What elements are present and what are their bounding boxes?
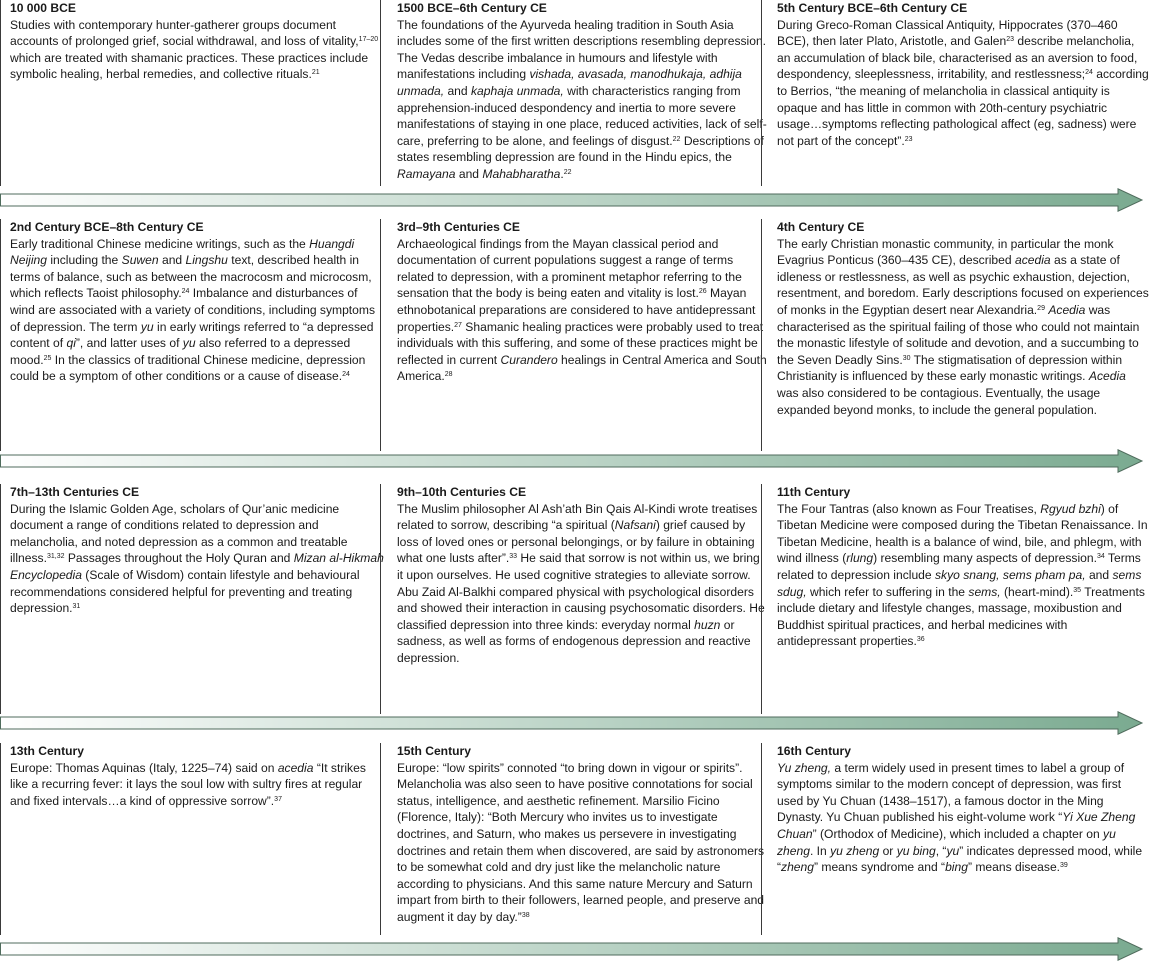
body-text: Shamanic healing practices were probably used to treat individuals with this suffering, and some of these practices might be reflected in current <box>397 319 764 367</box>
reference-number: 21 <box>311 69 320 77</box>
body-text: and <box>1085 567 1113 582</box>
entry-body <box>10 760 385 810</box>
reference-number: 28 <box>444 371 453 379</box>
body-text: Treatments include dietary and lifestyle changes, massage, moxibustion and Buddhist spiritual practices, and herbal medicines with antidepressant properties. <box>777 584 1145 649</box>
body-text: a term widely used in present times to label a group of symptoms similar to the modern concept of depression, was first used by Yu Chuan (1438–1517), a famous doctor in the Ming Dynasty. Yu Chuan published his eight-volume work “ <box>777 760 1125 825</box>
italic-term: vishada, avasada, manodhukaja, adhija unmada, <box>397 67 742 98</box>
timeline-row-1 <box>0 0 1149 186</box>
reference-number: 33 <box>509 553 518 561</box>
entry-heading: 16th Century <box>777 744 851 758</box>
body-text: healings in Central America and South America. <box>397 352 767 384</box>
timeline-arrow <box>0 188 1143 212</box>
reference-number: 35 <box>1073 586 1082 594</box>
body-text: ” means syndrome and “ <box>813 860 946 875</box>
body-text: Descriptions of states resembling depression are found in the Hindu epics, the <box>397 133 764 165</box>
italic-term: Mizan al-Hikmah Encyclopedia <box>10 551 384 582</box>
italic-term: yu zheng <box>830 843 880 858</box>
italic-term: yu <box>182 336 196 351</box>
body-text: also referred to a depressed mood. <box>10 336 351 367</box>
italic-term: skyo snang, sems pham pa, <box>935 567 1086 582</box>
body-text: text, described health in terms of balance, such as between the macrocosm and microcosm, which reflects Taoist philosophy. <box>10 253 372 301</box>
body-text: with characteristics ranging from apprehension-induced despondency and inertia to more severe manifestations of staying in one place, reduced activities, lack of self-care, preferring to be alone, and feelings of disgust. <box>397 83 767 148</box>
body-text: was also considered to be contagious. Eventually, the usage expanded beyond monks, to include the general population. <box>777 385 1101 417</box>
italic-term: kaphaja unmada, <box>470 83 564 98</box>
body-text: Imbalance and disturbances of wind are associated with a variety of conditions, including symptoms of depression. The term <box>10 286 376 334</box>
reference-number: 30 <box>902 354 911 362</box>
timeline-entry <box>761 743 1150 935</box>
reference-number: 25 <box>43 354 52 362</box>
reference-number: 29 <box>1037 304 1045 312</box>
italic-term: Yi Xue Zheng Chuan <box>777 810 1136 841</box>
reference-number: 36 <box>916 636 925 644</box>
entry-body <box>777 760 1150 876</box>
reference-number: 27 <box>454 321 462 329</box>
reference-number: 24 <box>342 371 350 379</box>
entry-body <box>10 236 385 385</box>
italic-term: huzn <box>694 617 721 632</box>
entry-heading: 11th Century <box>777 485 851 499</box>
reference-number: 31 <box>72 603 81 611</box>
arrow-shape <box>1 189 1143 211</box>
italic-term: bing <box>945 860 968 875</box>
body-text: Europe: “low spirits” connoted “to bring down in vigour or spirits”. Melancholia was also seen to have positive connotations for social status, intelligence, and aesthetic refinement. Marsilio Ficino (Florence, Italy): “Both Mercury who invites us to investigate doctrines, and Saturn, who makes us persevere in investigating doctrines and retain them when discovered, are said by astronomers to be somewhat cold and dry just like the melancholic nature according to physicians. And this same nature Mercury and Saturn impart from birth to their followers, learned people, and preserve and augment it day by day.” <box>397 760 765 924</box>
timeline-entry <box>0 484 385 714</box>
body-text: , “ <box>935 843 947 858</box>
italic-term: Acedia <box>1088 369 1126 384</box>
entry-body <box>10 17 385 83</box>
body-text: which are treated with shamanic practices. These practices include symbolic healing, herbal remedies, and collective rituals. <box>10 50 369 82</box>
body-text: ) of Tibetan Medicine were composed during the Tibetan Renaissance. In Tibetan Medicine, health is a balance of wind, bile, and phlegm, with wind illness ( <box>777 501 1148 566</box>
body-text: as a state of idleness or restlessness, as well as psychic exhaustion, dejection, resentment, and boredom. Early descriptions focused on experiences of monks in the Egyptian desert near Alexandria. <box>777 253 1149 317</box>
italic-term: Nafsani <box>614 518 656 533</box>
timeline-entry <box>761 484 1150 714</box>
timeline-entry <box>0 0 385 186</box>
entry-body <box>397 17 768 183</box>
italic-term: Curandero <box>500 352 558 367</box>
italic-term: Suwen <box>121 253 159 268</box>
body-text: Terms related to depression include <box>777 551 1141 582</box>
arrow-shape <box>1 938 1143 960</box>
entry-body <box>777 501 1150 650</box>
body-text: ” (Orthodox of Medicine), which included a chapter on <box>812 826 1104 841</box>
body-text: The Muslim philosopher Al Ash’ath Bin Qais Al-Kindi wrote treatises related to sorrow, describing “a spiritual ( <box>397 501 758 533</box>
body-text: ” means disease. <box>967 860 1061 875</box>
italic-term: qi <box>66 336 76 351</box>
entry-heading: 4th Century CE <box>777 220 865 234</box>
body-text: or <box>879 843 897 858</box>
body-text: was characterised as the spiritual failing of those who could not maintain the monastic lifestyle of solitude and devotion, and a succumbing to the Seven Deadly Sins. <box>777 302 1140 367</box>
timeline-arrow <box>0 711 1143 735</box>
body-text: which refer to suffering in the <box>806 584 969 599</box>
timeline-entry <box>380 484 768 714</box>
reference-number: 17–20 <box>358 36 379 44</box>
body-text: During the Islamic Golden Age, scholars of Qur’anic medicine document a range of conditions related to depression and melancholia, and noted depression as a common and treatable illness. <box>10 501 348 566</box>
reference-number: 34 <box>1096 553 1105 561</box>
body-text: The early Christian monastic community, in particular the monk Evagrius Ponticus (360–435 CE), described <box>777 236 1114 268</box>
timeline-entry <box>380 0 768 186</box>
reference-number: 24 <box>181 288 190 296</box>
reference-number: 23 <box>904 135 913 143</box>
body-text: (Scale of Wisdom) contain lifestyle and behavioural recommendations considered helpful for preventing and treating depression. <box>10 567 360 616</box>
italic-term: Huangdi Neijing <box>10 236 355 268</box>
entry-heading: 13th Century <box>10 744 84 758</box>
body-text: He said that sorrow is not within us, we bring it upon ourselves. He used cognitive strategies to alleviate sorrow. Abu Zaid Al-Balkhi compared physical with psychological disorders and showed their interaction in causing psychosomatic disorders. He classified depression into three kinds: everyday normal <box>397 551 765 632</box>
entry-heading: 9th–10th Centuries CE <box>397 485 527 499</box>
entry-heading: 10 000 BCE <box>10 1 76 15</box>
reference-number: 26 <box>698 288 707 296</box>
body-text: In the classics of traditional Chinese medicine, depression could be a symptom of other conditions or a cause of disease. <box>10 352 366 384</box>
timeline-row-2 <box>0 219 1149 451</box>
entry-body <box>10 501 385 617</box>
italic-term: rlung <box>846 551 874 566</box>
entry-heading: 5th Century BCE–6th Century CE <box>777 1 968 15</box>
body-text: Mayan ethnobotanical preparations are considered to have antidepressant properties. <box>397 286 756 334</box>
italic-term: yu bing <box>896 843 936 858</box>
body-text: The foundations of the Ayurveda healing tradition in South Asia includes some of the first written descriptions resembling depression. The Vedas describe imbalance in humours and lifestyle with manifestations including <box>397 17 767 82</box>
timeline-row-4 <box>0 743 1143 935</box>
reference-number: 22 <box>563 168 572 176</box>
italic-term: Lingshu <box>185 253 228 268</box>
italic-term: Rgyud bzhi <box>1040 501 1101 516</box>
italic-term: acedia <box>277 760 314 775</box>
reference-number: 39 <box>1060 862 1068 870</box>
reference-number: 23 <box>1006 36 1015 44</box>
italic-term: yu <box>140 319 154 334</box>
body-text: in early writings referred to “a depressed content of <box>10 319 374 351</box>
italic-term: zheng <box>781 860 814 875</box>
entry-body <box>777 17 1150 150</box>
body-text: Early traditional Chinese medicine writings, such as the <box>10 236 310 251</box>
body-text: Archaeological findings from the Mayan classical period and documentation of current populations suggest a range of terms related to depression, with a prominent metaphor referring to the sensation that the body is being eaten and vitality is lost. <box>397 236 742 301</box>
entry-heading: 1500 BCE–6th Century CE <box>397 1 547 15</box>
body-text: . In <box>809 843 831 858</box>
reference-number: 22 <box>672 135 681 143</box>
timeline-arrow <box>0 449 1143 473</box>
body-text: and <box>455 166 483 181</box>
italic-term: yu <box>946 843 960 858</box>
entry-heading: 15th Century <box>397 744 471 758</box>
italic-term: Mahabharatha <box>482 166 561 181</box>
body-text: describe melancholia, an accumulation of black bile, characterised as an aversion to food, despondency, sleeplessness, irritability, and restlessness; <box>777 34 1138 82</box>
timeline-entry <box>380 219 768 451</box>
body-text: Europe: Thomas Aquinas (Italy, 1225–74) said on <box>10 760 278 775</box>
body-text: ”, and latter uses of <box>75 336 183 351</box>
body-text: or sadness, as well as forms of endogenous depression and reactive depression. <box>397 617 751 665</box>
timeline-arrow <box>0 937 1143 961</box>
reference-number: 31,32 <box>46 553 65 561</box>
body-text: ) resembling many aspects of depression. <box>873 551 1097 566</box>
entry-body <box>397 501 768 667</box>
arrow-shape <box>1 450 1143 472</box>
timeline-entry <box>761 0 1150 186</box>
body-text: ” indicates depressed mood, while “ <box>777 843 1143 875</box>
body-text: Passages throughout the Holy Quran and <box>64 551 294 566</box>
body-text: Studies with contemporary hunter-gatherer groups document accounts of prolonged grief, social withdrawal, and loss of vitality, <box>10 17 359 49</box>
body-text: (heart-mind). <box>1000 584 1074 599</box>
italic-term: sems sdug, <box>777 567 1142 599</box>
body-text: During Greco-Roman Classical Antiquity, Hippocrates (370–460 BCE), then later Plato, Aristotle, and Galen <box>777 17 1118 49</box>
timeline-entry <box>0 219 385 451</box>
timeline-entry <box>761 219 1150 451</box>
arrow-shape <box>1 712 1143 734</box>
body-text: ) grief caused by loss of loved ones or personal belongings, or by failure in obtaining what one lusts after”. <box>397 518 755 566</box>
body-text: . <box>560 166 564 181</box>
entry-body <box>397 236 768 385</box>
reference-number: 24 <box>1085 69 1093 77</box>
body-text: according to Berrios, “the meaning of melancholia in classical antiquity is opaque and has little in common with 20th-century psychiatric usage…symptoms reflecting pathological affect (eg, sadness) were not part of the concept”. <box>777 67 1149 148</box>
timeline-entry <box>0 743 385 935</box>
body-text: including the <box>46 253 122 268</box>
italic-term: acedia <box>1014 253 1051 268</box>
body-text: The stigmatisation of depression within Christianity is influenced by these early monastic writings. <box>777 352 1123 384</box>
italic-term: Ramayana <box>397 166 456 181</box>
italic-term: sems, <box>968 584 1001 599</box>
timeline-row-3 <box>0 484 1148 714</box>
italic-term: yu zheng <box>777 826 1116 858</box>
body-text: and <box>444 83 471 98</box>
entry-heading: 3rd–9th Centuries CE <box>397 220 520 234</box>
body-text: and <box>158 253 186 268</box>
italic-term: Yu zheng, <box>777 760 832 775</box>
italic-term: Acedia <box>1048 302 1086 317</box>
reference-number: 37 <box>274 795 282 803</box>
timeline-entry <box>380 743 768 935</box>
body-text: The Four Tantras (also known as Four Treatises, <box>777 501 1041 516</box>
reference-number: 38 <box>521 911 530 919</box>
entry-body <box>397 760 768 926</box>
entry-heading: 2nd Century BCE–8th Century CE <box>10 220 204 234</box>
entry-heading: 7th–13th Centuries CE <box>10 485 140 499</box>
entry-body <box>777 236 1150 419</box>
body-text: “It strikes like a recurring fever: it lays the soul low with sultry fires at regular and fixed intervals…a kind of oppressive sorrow”. <box>10 760 366 808</box>
